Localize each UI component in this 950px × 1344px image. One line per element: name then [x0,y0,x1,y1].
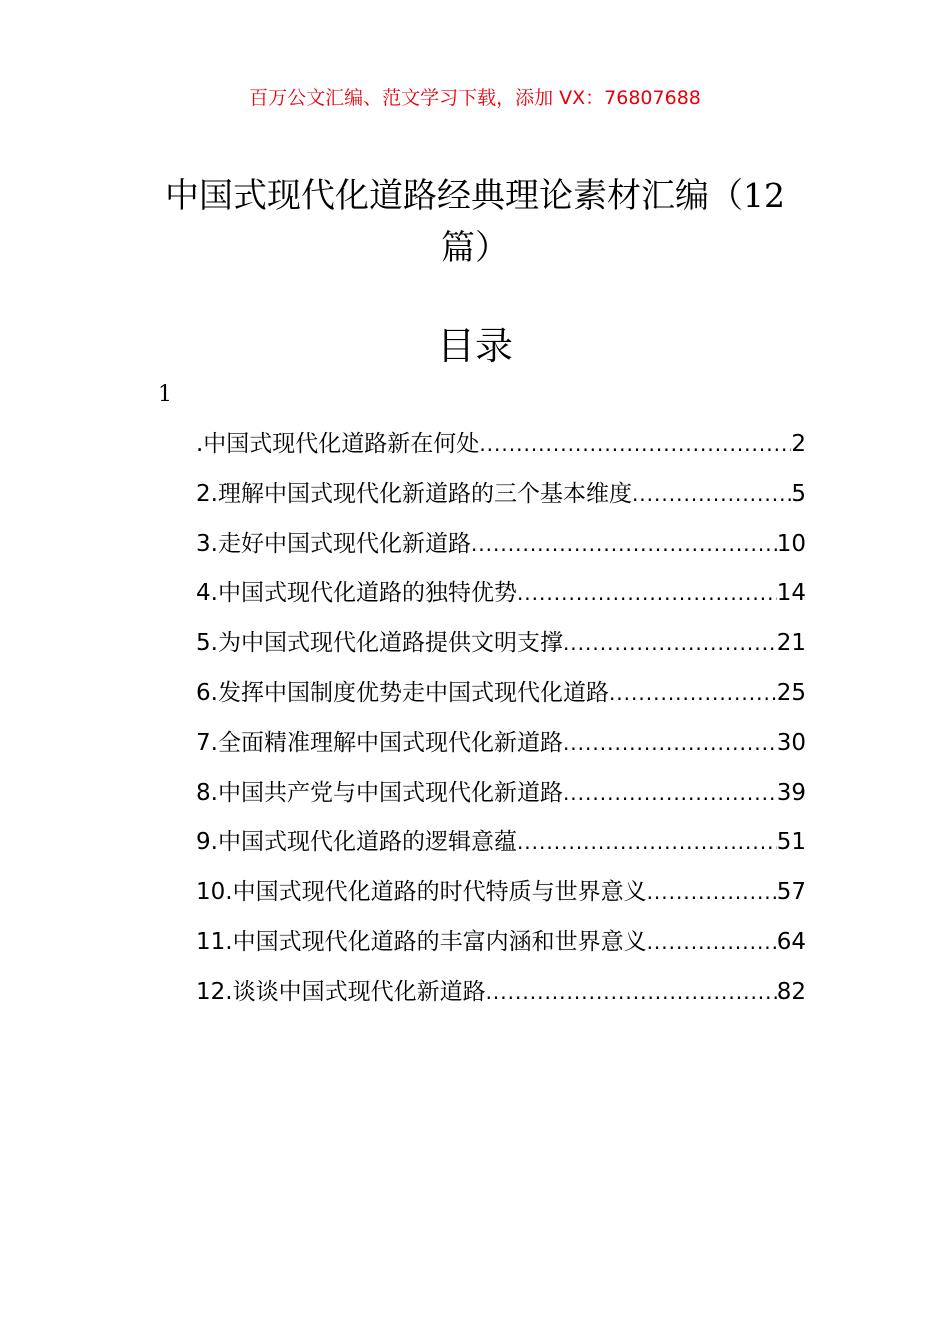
toc-entry-label: 12.谈谈中国式现代化新道路 [196,978,486,1005]
toc-entry-label: 4.中国式现代化道路的独特优势 [196,580,517,607]
toc-entry[interactable] [196,918,806,968]
toc-entry[interactable] [196,818,806,868]
toc-entry[interactable] [196,968,806,1018]
toc-entry-page: 14 [776,580,806,607]
toc-dot-leader [517,569,777,619]
toc-dot-leader [632,470,791,520]
toc-entry-page: 82 [776,978,806,1005]
toc-entry-label: 3.走好中国式现代化新道路 [196,530,471,557]
toc-entry-page: 57 [776,879,806,906]
toc-entry-page: 21 [776,630,806,657]
toc-entry-page: 39 [776,779,806,806]
toc-entry[interactable] [196,520,806,570]
toc-dot-leader [609,669,777,719]
toc-entry-label: 9.中国式现代化道路的逻辑意蕴 [196,829,517,856]
toc-heading: 目录 [436,324,513,368]
title-end-text: 篇） [441,228,509,268]
toc-entry[interactable] [196,769,806,819]
toc-entry-label: 6.发挥中国制度优势走中国式现代化道路 [196,679,609,706]
toc-entry-label: 2.理解中国式现代化新道路的三个基本维度 [196,480,632,507]
toc-entry[interactable] [196,669,806,719]
toc-entry-page: 2 [791,431,806,457]
toc-dot-leader [486,968,777,1018]
table-of-contents [196,420,806,1018]
toc-dot-leader [563,719,777,769]
promo-banner: 百万公文汇编、范文学习下载，添加 VX：76807688 [249,87,701,109]
toc-entry-label: .中国式现代化道路新在何处 [196,431,480,457]
toc-entry-page: 51 [776,829,806,856]
toc-entry[interactable] [196,470,806,520]
toc-entry-label: 5.为中国式现代化道路提供文明支撑 [196,630,563,657]
toc-dot-leader [563,769,777,819]
toc-dot-leader [479,420,791,470]
toc-entry[interactable] [196,569,806,619]
toc-entry[interactable] [196,619,806,669]
document-title [150,170,800,274]
toc-dot-leader [647,918,777,968]
toc-entry-page: 5 [791,480,806,507]
toc-dot-leader [471,520,777,570]
toc-dot-leader [563,619,777,669]
toc-entry-page: 64 [776,928,806,955]
toc-dot-leader [517,818,777,868]
title-number: 12 [743,176,785,215]
toc-dot-leader [647,868,777,918]
toc-entry-label: 10.中国式现代化道路的时代特质与世界意义 [196,879,647,906]
toc-entry[interactable] [196,719,806,769]
toc-entry[interactable] [196,420,806,470]
toc-entry-label: 11.中国式现代化道路的丰富内涵和世界意义 [196,928,647,955]
toc-entry-page: 25 [776,679,806,706]
toc-entry-page: 10 [776,530,806,557]
toc-entry-label: 8.中国共产党与中国式现代化新道路 [196,779,563,806]
toc-entry-label: 7.全面精准理解中国式现代化新道路 [196,729,563,756]
page-marker: 1 [158,382,172,407]
toc-entry-page: 30 [776,729,806,756]
toc-entry[interactable] [196,868,806,918]
title-main-text: 中国式现代化道路经典理论素材汇编（ [165,176,743,216]
